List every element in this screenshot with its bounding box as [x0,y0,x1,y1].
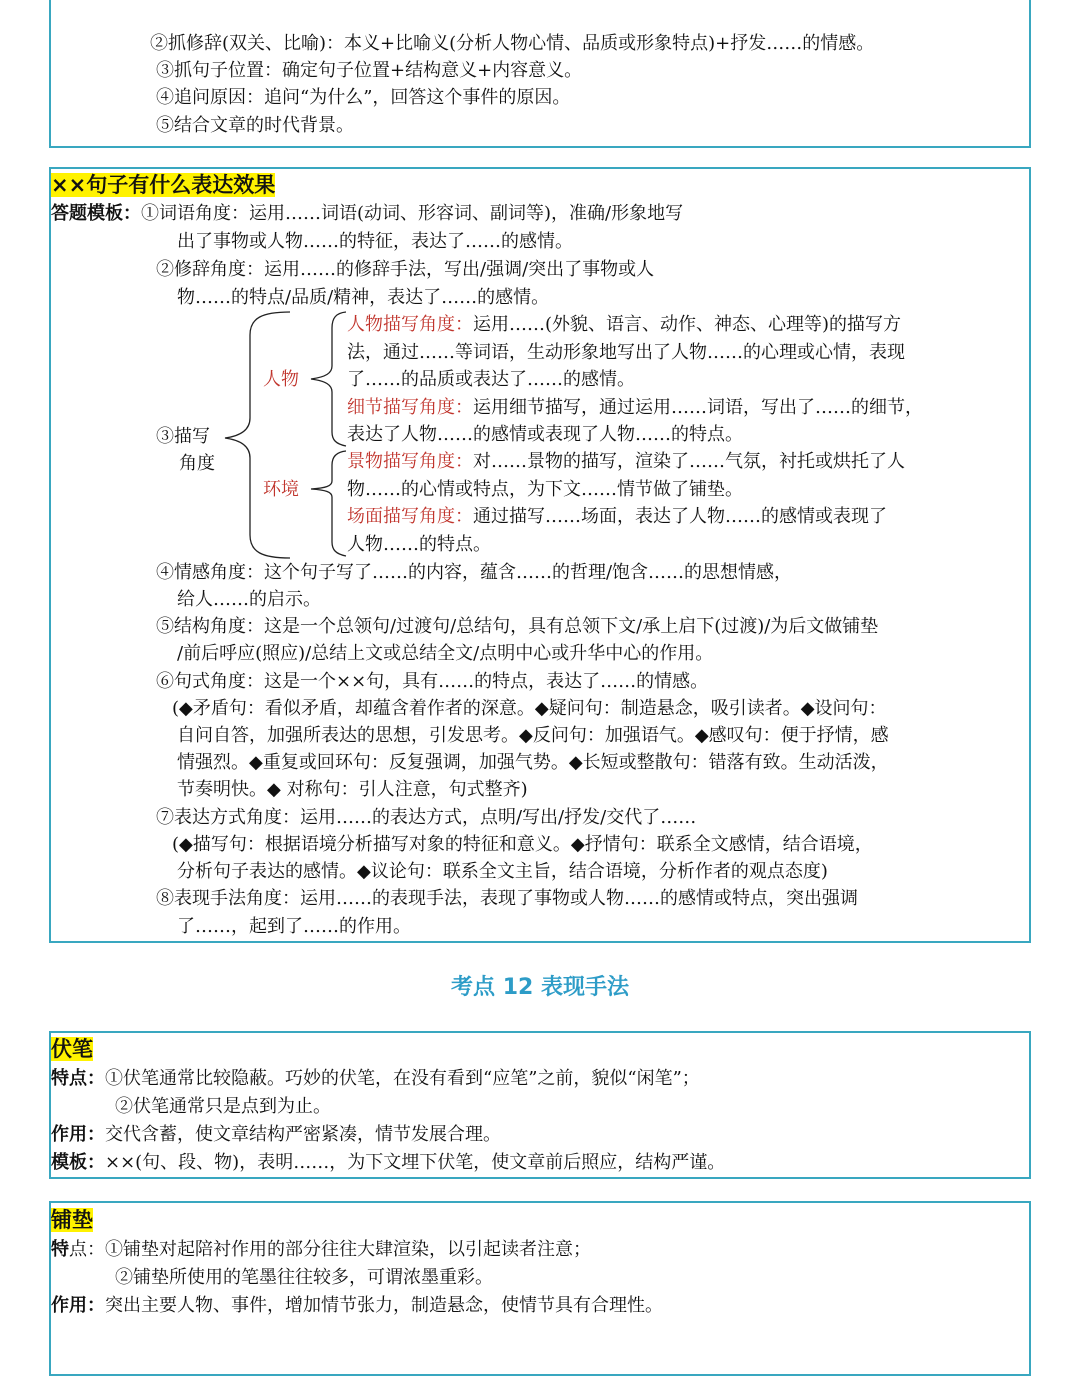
person-label: 人物 [263,369,299,390]
section-heading: 考点 12 表现手法 [451,975,629,1000]
text-line: ②伏笔通常只是点到为止。 [115,1096,331,1117]
box-title [51,1206,93,1235]
text-line: 物……的特点/品质/精神，表达了……的感情。 [177,287,550,308]
text-line: ②铺垫所使用的笔墨往往较多，可谓浓墨重彩。 [115,1267,493,1288]
text-line: /前后呼应(照应)/总结上文或总结全文/点明中心或升华中心的作用。 [177,643,714,664]
effect-label: 作用： [51,1124,105,1145]
sub-label: 场面描写角度： [347,506,473,527]
text-line: ①伏笔通常比较隐蔽。巧妙的伏笔，在没有看到“应笔”之前，貌似“闲笔”； [105,1068,700,1089]
sub-label: 景物描写角度： [347,451,473,472]
sub-label: 人物描写角度： [347,314,473,335]
effect-line [51,1293,663,1319]
box-title [51,1035,93,1064]
effect-label: 作用： [51,1295,105,1316]
text-line: ××(句、段、物)，表明……，为下文埋下伏笔，使文章前后照应，结构严谨。 [105,1152,726,1173]
text-line: ⑦表达方式角度：运用……的表达方式，点明/写出/抒发/交代了…… [156,807,697,828]
text-line: ①词语角度：运用……词语(动词、形容词、副词等)，准确/形象地写 [141,203,684,224]
environment-label: 环境 [263,479,299,500]
sub-text: 表达了人物……的感情或表现了人物……的特点。 [347,424,743,445]
text-line: ②抓修辞(双关、比喻)：本义+比喻义(分析人物心情、品质或形象特点)+抒发……的情感。 [150,33,875,54]
template-label: 模板： [51,1152,105,1173]
sub-text: 运用细节描写，通过运用……词语，写出了……的细节， [473,397,923,418]
sub-text: 对……景物的描写，渲染了……气氛，衬托或烘托了人 [473,451,905,472]
feature-label: 特 [51,1239,69,1260]
sub-text: 了……的品质或表达了……的感情。 [347,369,635,390]
text-line: 出了事物或人物……的特征，表达了……的感情。 [177,231,573,252]
sub-text: 通过描写……场面，表达了人物……的感情或表现了 [473,506,887,527]
text-line: ⑤结构角度：这是一个总领句/过渡句/总结句，具有总领下文/承上启下(过渡)/为后文做铺垫 [156,616,879,637]
feature-label: 点： [69,1239,105,1260]
text-line: ④追问原因：追问“为什么”，回答这个事件的原因。 [156,87,571,108]
text-line: 给人……的启示。 [177,589,321,610]
feature-line [51,1066,700,1092]
text-line: 分析句子表达的感情。◆议论句：联系全文主旨，结合语境，分析作者的观点态度) [177,861,828,882]
text-line: ①铺垫对起陪衬作用的部分往往大肆渲染，以引起读者注意； [105,1239,591,1260]
box-title-text: 铺垫 [51,1208,93,1232]
text-line: ⑧表现手法角度：运用……的表现手法，表现了事物或人物……的感情或特点，突出强调 [156,888,858,909]
text-line: 情强烈。◆重复或回环句：反复强调，加强气势。◆长短或整散句：错落有致。生动活泼， [177,752,889,773]
outer-brace [225,312,290,558]
text-line: 自问自答，加强所表达的思想，引发思考。◆反问句：加强语气。◆感叹句：便于抒情，感 [177,725,889,746]
sub-text: 人物……的特点。 [347,534,491,555]
text-line: ④情感角度：这个句子写了……的内容，蕴含……的哲理/饱含……的思想情感， [156,562,793,583]
text-line: ③抓句子位置：确定句子位置+结构意义+内容意义。 [156,60,583,81]
text-line: 交代含蓄，使文章结构严密紧凑，情节发展合理。 [105,1124,501,1145]
text-line: 了……，起到了……的作用。 [177,916,411,937]
sub-line [347,312,901,338]
text-line: ②修辞角度：运用……的修辞手法，写出/强调/突出了事物或人 [156,259,655,280]
description-label: ③描写 [156,426,210,447]
feature-label: 特点： [51,1068,105,1089]
sub-label: 细节描写角度： [347,397,473,418]
box-title-text: ××句子有什么表达效果 [51,173,276,197]
text-line: (◆描写句：根据语境分析描写对象的特征和意义。◆抒情句：联系全文感情，结合语境， [172,834,873,855]
effect-line [51,1122,501,1148]
description-label: 角度 [179,453,215,474]
template-line [51,1150,725,1176]
template-label: 答题模板： [51,203,141,224]
box-title-text: 伏笔 [51,1037,93,1061]
text-line: (◆矛盾句：看似矛盾，却蕴含着作者的深意。◆疑问句：制造悬念，吸引读者。◆设问句： [172,698,887,719]
sub-line [347,504,887,530]
text-line: 突出主要人物、事件，增加情节张力，制造悬念，使情节具有合理性。 [105,1295,663,1316]
text-line: ⑤结合文章的时代背景。 [156,115,354,136]
sub-text: 运用……(外貌、语言、动作、神态、心理等)的描写方 [473,314,902,335]
sub-text: 法，通过……等词语，生动形象地写出了人物……的心理或心情，表现 [347,342,905,363]
text-line: 节奏明快。◆ 对称句：引人注意，句式整齐) [177,779,528,800]
sub-text: 物……的心情或特点，为下文……情节做了铺垫。 [347,479,743,500]
env-brace [311,451,346,556]
sub-line [347,395,923,421]
text-line: ⑥句式角度：这是一个××句，具有……的特点，表达了……的情感。 [156,671,709,692]
sub-line [347,449,905,475]
person-brace [311,312,346,446]
feature-line [51,1237,591,1263]
